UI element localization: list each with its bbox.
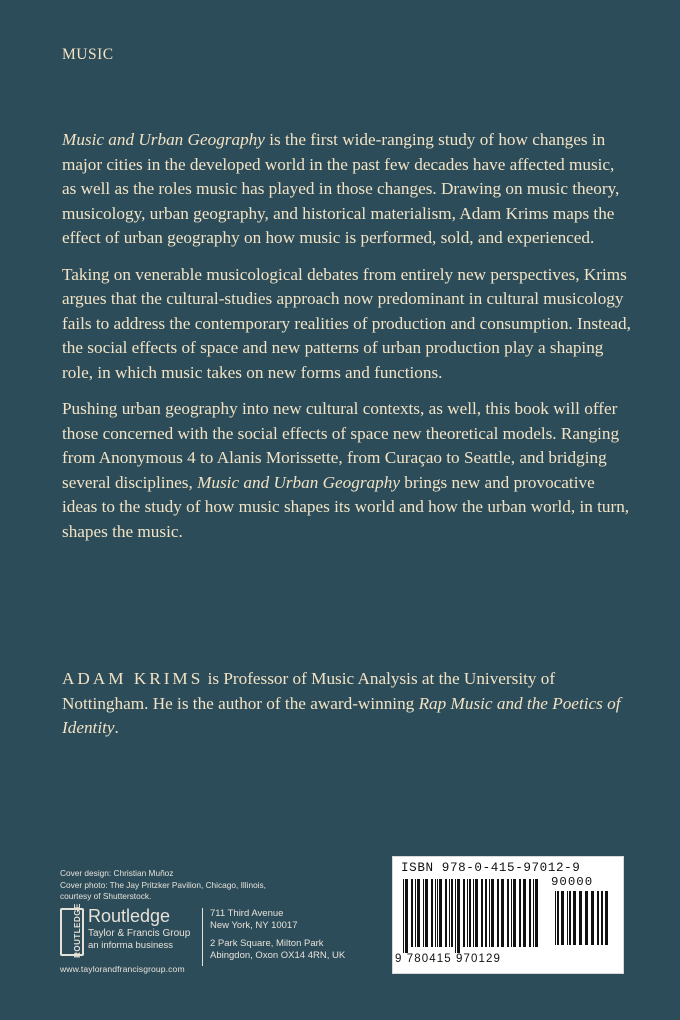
bio-text: is Professor of Music Analysis at the University of Nottingham. He is the author of the award-winning — [62, 669, 556, 713]
barcode-digits: 9 780415 970129 — [395, 953, 502, 965]
blurb-paragraph-1 — [62, 128, 632, 251]
address-line: 711 Third Avenue — [210, 908, 284, 919]
barcode-bars — [403, 879, 543, 953]
price-addon-number: 90000 — [551, 875, 594, 889]
address-line: Abingdon, Oxon OX14 4RN, UK — [210, 950, 346, 961]
publisher-business: an informa business — [88, 940, 174, 951]
cover-photo-credit: courtesy of Shutterstock. — [60, 891, 152, 901]
address-line: 2 Park Square, Milton Park — [210, 938, 324, 949]
category-label: MUSIC — [62, 46, 114, 63]
blurb-paragraph-2: Taking on venerable musicological debates from entirely new perspectives, Krims argues that the cultural-studies approach now predominant in cultural musicology fails to address the contemporary realities of production and consumption. Instead, the social effects of space and new patterns of urban production play a shaping role, in which music takes on new forms and functions. — [62, 264, 631, 382]
author-bio — [62, 667, 632, 741]
book-title: Music and Urban Geography — [62, 130, 265, 149]
bio-text: . — [114, 718, 119, 737]
other-book-title: Rap Music and the Poetics of Identity — [62, 693, 621, 737]
author-name: ADAM KRIMS — [62, 669, 204, 688]
cover-design-credit: Cover design: Christian Muñoz — [60, 868, 174, 878]
blurb-paragraph-3 — [62, 397, 632, 544]
publisher-website: www.taylorandfrancisgroup.com — [60, 964, 185, 974]
logo-mark-text: ROUTLEDGE — [72, 903, 82, 958]
isbn-number: ISBN 978-0-415-97012-9 — [401, 861, 581, 875]
book-title: Music and Urban Geography — [197, 472, 400, 492]
addon-barcode-bars — [555, 891, 611, 951]
blurb-text: brings new and provocative ideas to the study of how music shapes its world and how the urban world, in turn, shapes the music. — [62, 472, 630, 541]
blurb-text: Pushing urban geography into new cultural contexts, as well, this book will offer those concerned with the social effects of space new theoretical models. Ranging from Anonymous 4 to Alanis Morissette, from Curaçao to Seattle, and bridging several disciplines, — [62, 399, 620, 492]
cover-credits — [60, 868, 266, 903]
divider — [202, 908, 203, 966]
publisher-name: Routledge — [88, 906, 171, 926]
routledge-logo — [60, 903, 205, 964]
blurb — [62, 128, 632, 556]
blurb-text: is the first wide-ranging study of how changes in major cities in the developed world in the past few decades have affected music, as well as the roles music has played in those changes. Drawing on music theory, musicology, urban geography, and historical materialism, Adam Krims maps the effect of urban geography on how music is performed, sold, and experienced. — [62, 130, 620, 247]
routledge-logo-icon — [60, 903, 84, 958]
publisher-group: Taylor & Francis Group — [88, 928, 191, 939]
publisher-addresses — [210, 908, 390, 962]
cover-photo-credit: Cover photo: The Jay Pritzker Pavilion, Chicago, Illinois, — [60, 879, 266, 890]
address-line: New York, NY 10017 — [210, 920, 298, 931]
isbn-barcode — [392, 856, 624, 974]
